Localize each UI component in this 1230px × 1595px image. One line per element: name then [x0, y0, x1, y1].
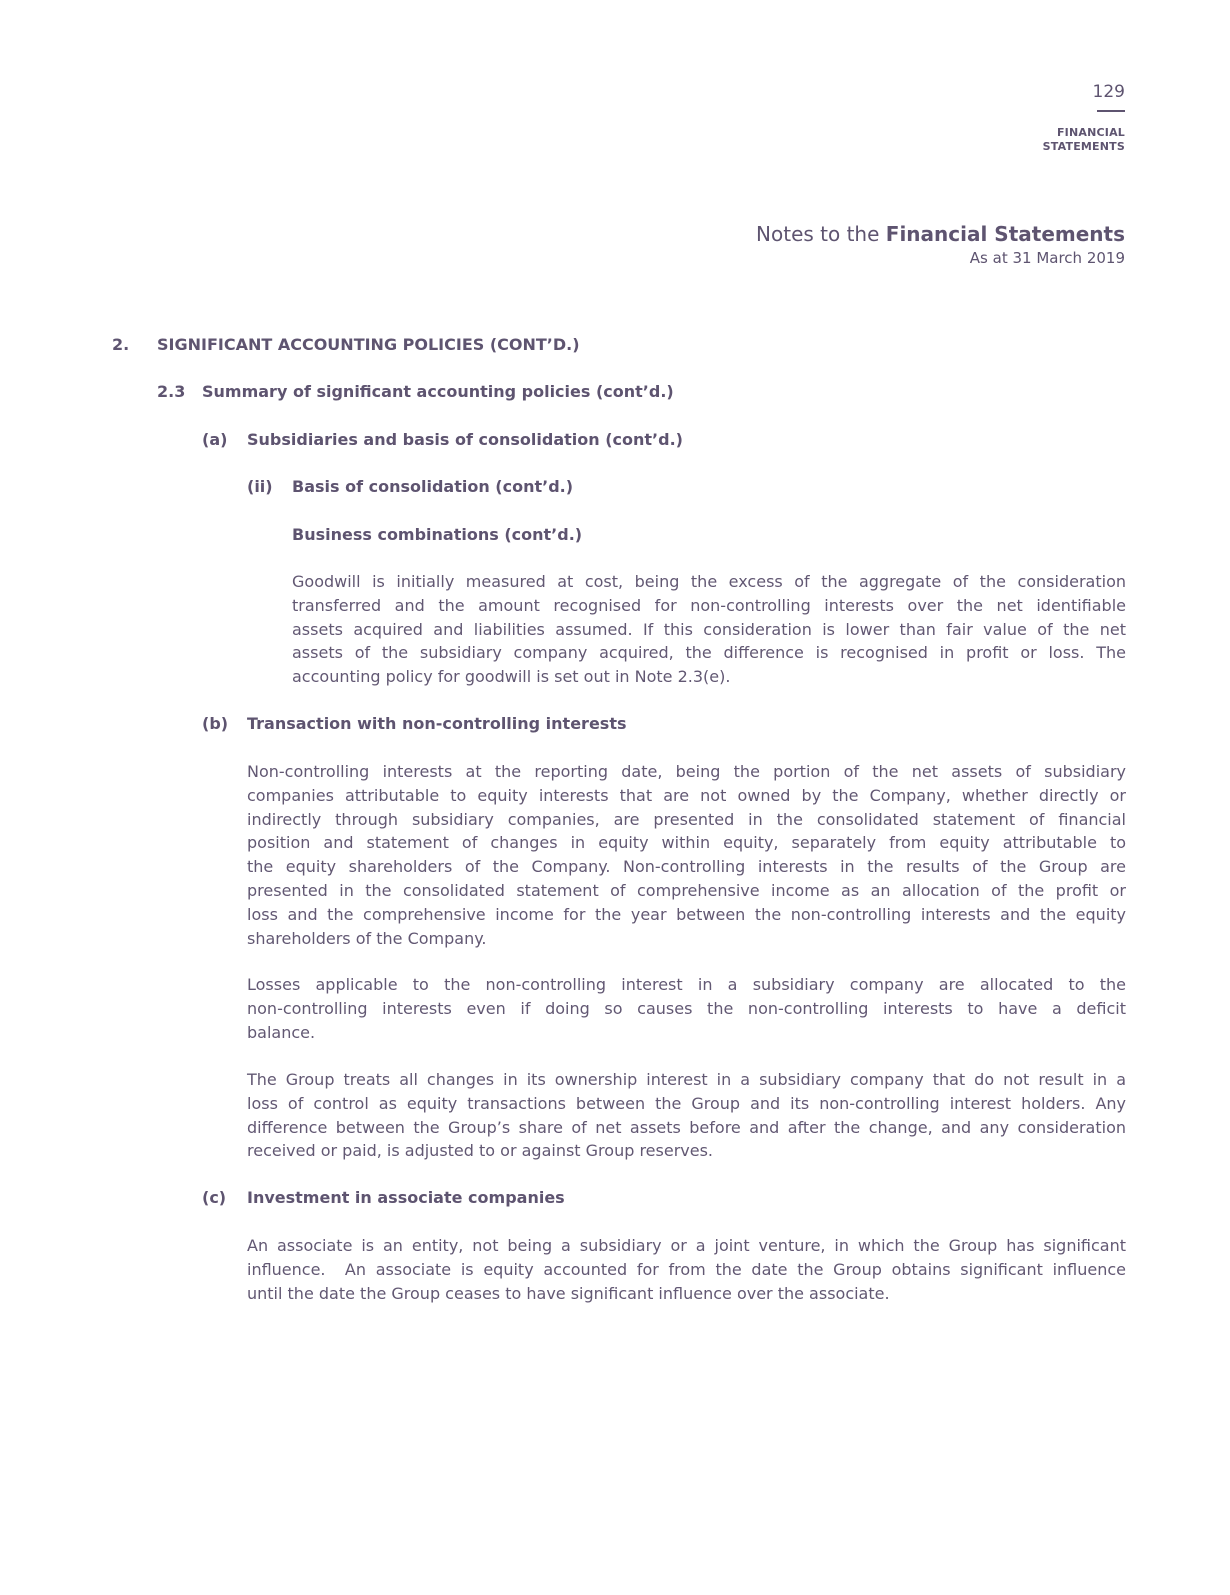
paragraph-line: balance.: [247, 1022, 316, 1042]
paragraph-line: received or paid, is adjusted to or against Group reserves.: [247, 1141, 714, 1161]
paragraph-line: until the date the Group ceases to have significant influence over the associate.: [247, 1283, 890, 1303]
page-number-rule: [1097, 110, 1125, 112]
paragraph-line: loss and the comprehensive income for the year between the non-controlling interests and the equity: [247, 904, 1126, 924]
nci-paragraph-3: [247, 1068, 1126, 1163]
paragraph-line: presented in the consolidated statement of comprehensive income as an allocation of the profit or: [247, 880, 1126, 900]
section-number: 2.: [112, 335, 130, 354]
paragraph-line: An associate is an entity, not being a subsidiary or a joint venture, in which the Group has significant: [247, 1236, 1126, 1255]
item-a-label: (a): [202, 430, 228, 449]
section-title: SIGNIFICANT ACCOUNTING POLICIES (CONT’D.): [157, 335, 580, 354]
paragraph-line: assets of the subsidiary company acquired, the difference is recognised in profit or loss. The: [292, 643, 1126, 663]
section-label-line1: FINANCIAL: [1056, 126, 1125, 139]
page-date: As at 31 March 2019: [969, 249, 1125, 267]
paragraph-line: non-controlling interests even if doing so causes the non-controlling interests to have a deficit: [247, 998, 1126, 1018]
item-a-title: Subsidiaries and basis of consolidation (cont’d.): [247, 430, 683, 449]
goodwill-paragraph: [292, 570, 1126, 689]
paragraph-line: Non-controlling interests at the reporting date, being the portion of the net assets of subsidiary: [247, 762, 1126, 781]
page-title: [756, 222, 1125, 246]
nci-paragraph-2: [247, 973, 1126, 1044]
paragraph-line: difference between the Group’s share of net assets before and after the change, and any consideration: [247, 1117, 1126, 1137]
item-a-ii-label: (ii): [247, 477, 273, 496]
item-a-ii-title: Basis of consolidation (cont’d.): [292, 477, 574, 496]
item-c-title: Investment in associate companies: [247, 1188, 565, 1207]
page-title-prefix: Notes to the: [756, 222, 886, 246]
paragraph-line: position and statement of changes in equity within equity, separately from equity attributable to: [247, 833, 1126, 853]
item-b-title: Transaction with non-controlling interests: [247, 714, 627, 733]
page-title-bold: Financial Statements: [885, 222, 1125, 246]
nci-paragraph-1: [247, 760, 1126, 950]
paragraph-line: companies attributable to equity interests that are not owned by the Company, whether directly or: [247, 785, 1126, 805]
paragraph-line: Goodwill is initially measured at cost, being the excess of the aggregate of the consideration: [292, 572, 1126, 591]
paragraph-line: The Group treats all changes in its ownership interest in a subsidiary company that do not result in a: [247, 1070, 1126, 1089]
business-combinations-heading: Business combinations (cont’d.): [292, 525, 583, 544]
section-label-line2: STATEMENTS: [1042, 140, 1125, 153]
section-label: [1043, 126, 1125, 154]
subsection-title: Summary of significant accounting policies (cont’d.): [202, 382, 674, 401]
paragraph-line: Losses applicable to the non-controlling interest in a subsidiary company are allocated to the: [247, 975, 1126, 994]
paragraph-line: influence. An associate is equity accounted for from the date the Group obtains significant influence: [247, 1259, 1126, 1279]
item-c-label: (c): [202, 1188, 227, 1207]
subsection-number: 2.3: [157, 382, 186, 401]
paragraph-line: the equity shareholders of the Company. Non-controlling interests in the results of the Group are: [247, 857, 1126, 877]
page-number: 129: [1092, 82, 1125, 102]
paragraph-line: accounting policy for goodwill is set out in Note 2.3(e).: [292, 667, 731, 687]
item-b-label: (b): [202, 714, 229, 733]
paragraph-line: indirectly through subsidiary companies, are presented in the consolidated statement of financial: [247, 809, 1126, 829]
associate-paragraph: [247, 1234, 1126, 1305]
paragraph-line: transferred and the amount recognised for non-controlling interests over the net identifiable: [292, 595, 1126, 615]
paragraph-line: loss of control as equity transactions between the Group and its non-controlling interest holders. Any: [247, 1093, 1126, 1113]
paragraph-line: assets acquired and liabilities assumed. If this consideration is lower than fair value of the net: [292, 619, 1126, 639]
paragraph-line: shareholders of the Company.: [247, 928, 487, 948]
